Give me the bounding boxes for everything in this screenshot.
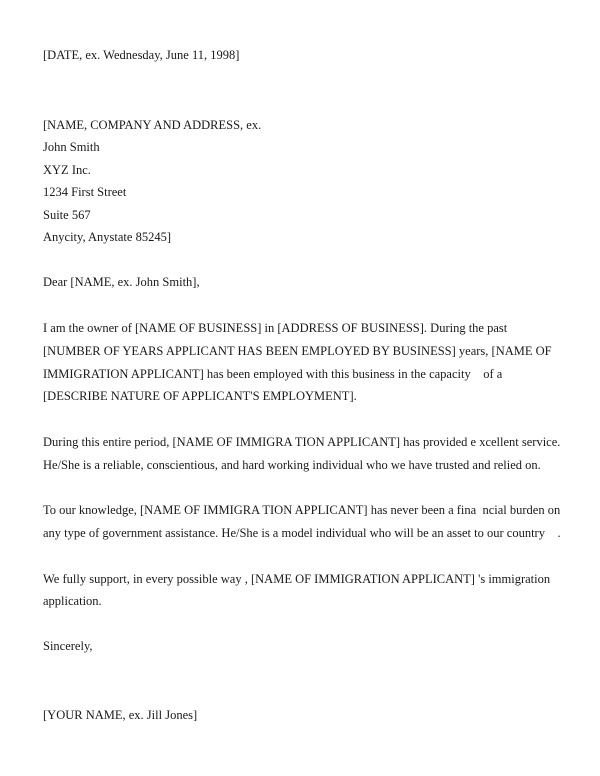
paragraph-1-line-2: [NUMBER OF YEARS APPLICANT HAS BEEN EMPLOYED BY BUSINESS] years, [NAME OF: [43, 344, 552, 358]
paragraph-4-line-2: application.: [43, 594, 102, 608]
recipient-line-1: [NAME, COMPANY AND ADDRESS, ex.: [43, 118, 262, 132]
paragraph-3-line-2: any type of government assistance. He/She is a model individual who will be an asset to our country .: [43, 526, 561, 540]
signature: [YOUR NAME, ex. Jill Jones]: [43, 708, 198, 722]
recipient-line-6: Anycity, Anystate 85245]: [43, 230, 171, 244]
recipient-line-5: Suite 567: [43, 208, 91, 222]
letter-date: [DATE, ex. Wednesday, June 11, 1998]: [43, 48, 240, 62]
paragraph-4-line-1: We fully support, in every possible way , [NAME OF IMMIGRATION APPLICANT] 's immigration: [43, 572, 551, 586]
salutation: Dear [NAME, ex. John Smith],: [43, 275, 200, 289]
paragraph-1-line-4: [DESCRIBE NATURE OF APPLICANT'S EMPLOYMENT].: [43, 389, 357, 403]
paragraph-1-line-1: I am the owner of [NAME OF BUSINESS] in [ADDRESS OF BUSINESS]. During the past: [43, 321, 508, 335]
paragraph-2-line-1: During this entire period, [NAME OF IMMIGRA TION APPLICANT] has provided e xcellent service.: [43, 435, 561, 449]
paragraph-1-line-3: IMMIGRATION APPLICANT] has been employed with this business in the capacity of a: [43, 367, 503, 381]
paragraph-3-line-1: To our knowledge, [NAME OF IMMIGRA TION APPLICANT] has never been a fina ncial burden on: [43, 503, 561, 517]
recipient-line-2: John Smith: [43, 140, 100, 154]
paragraph-2-line-2: He/She is a reliable, conscientious, and hard working individual who we have trusted and relied on.: [43, 458, 541, 472]
closing: Sincerely,: [43, 639, 93, 653]
recipient-line-3: XYZ Inc.: [43, 163, 91, 177]
recipient-line-4: 1234 First Street: [43, 185, 127, 199]
